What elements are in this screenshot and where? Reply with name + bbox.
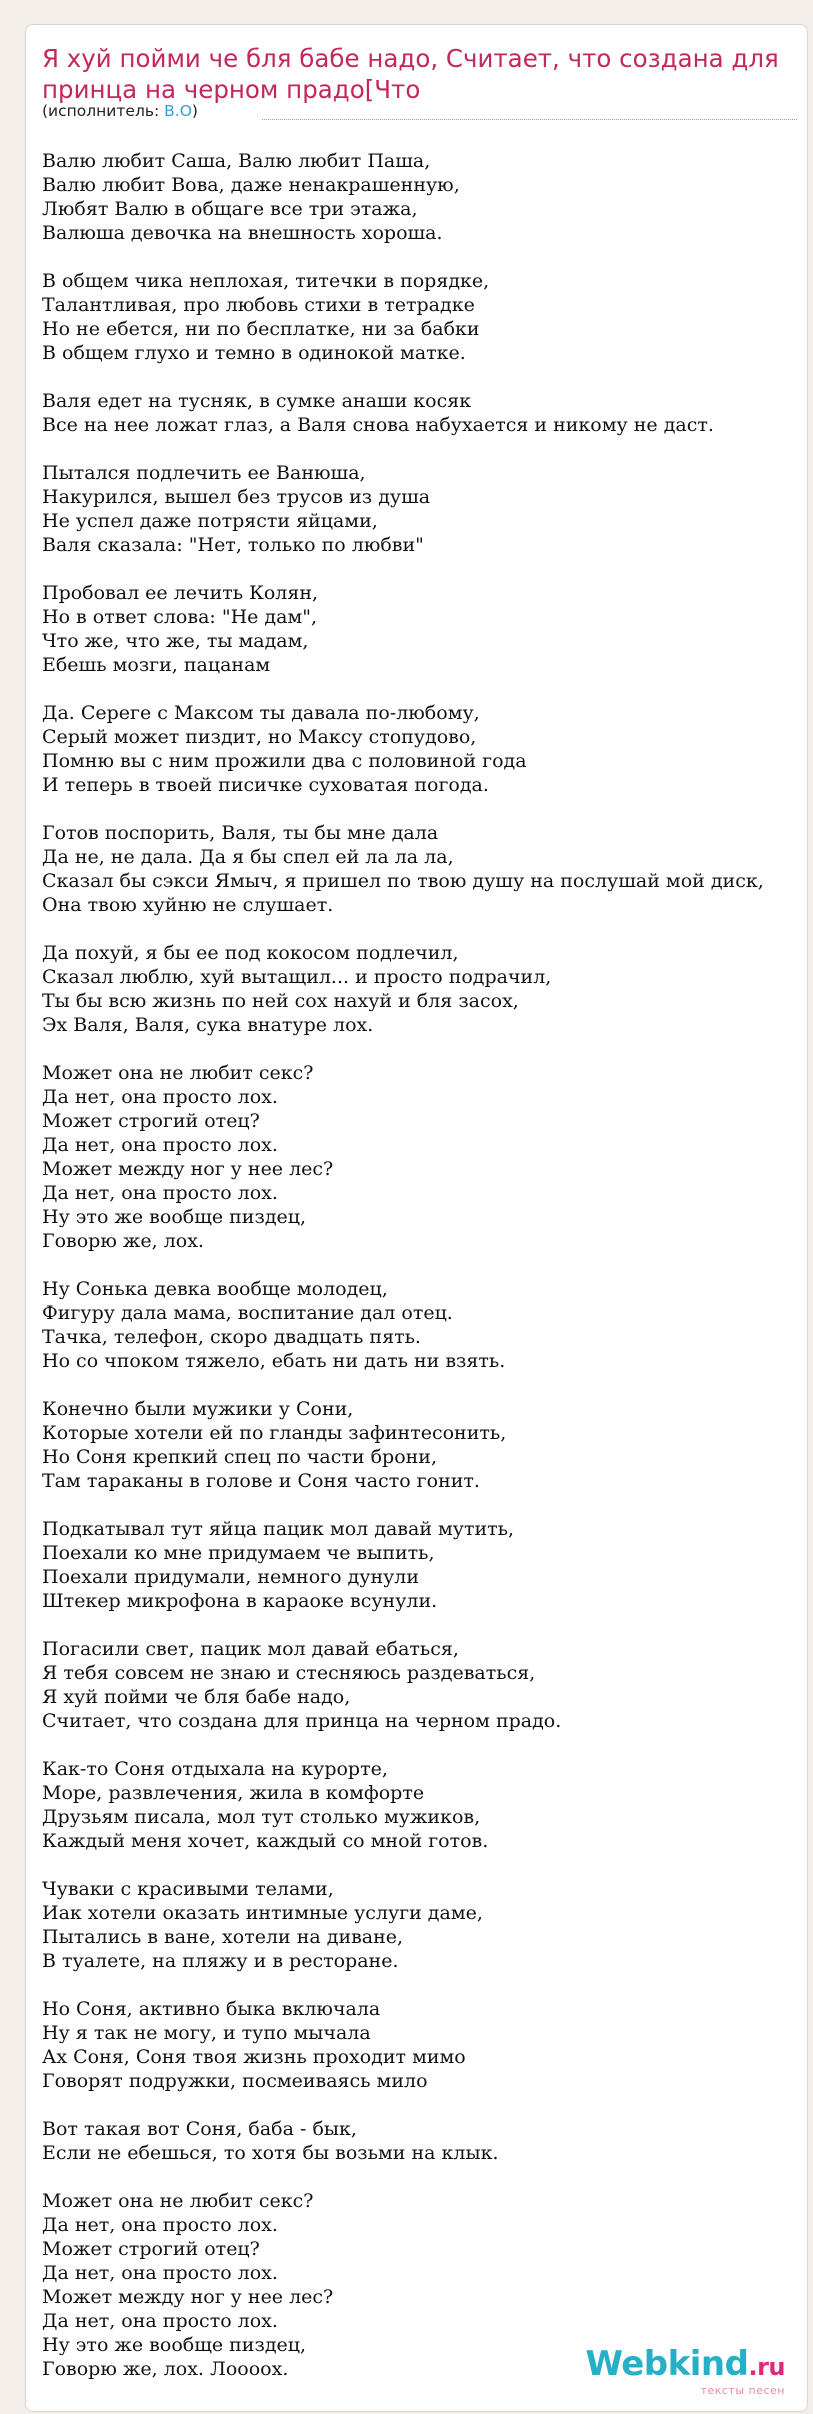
lyrics-stanza (42, 461, 808, 557)
lyrics-line: Может она не любит секс? (42, 2190, 314, 2212)
lyrics-line: Ну Сонька девка вообще молодец, (42, 1278, 388, 1300)
lyrics-line: Подкатывал тут яйца пацик мол давай мутить, (42, 1518, 515, 1540)
lyrics-line: Может она не любит секс? (42, 1062, 314, 1084)
lyrics-line: Любят Валю в общаге все три этажа, (42, 198, 418, 220)
lyrics-line: Каждый меня хочет, каждый со мной готов. (42, 1830, 489, 1852)
site-logo[interactable] (585, 2344, 785, 2397)
lyrics-line: Да похуй, я бы ее под кокосом подлечил, (42, 942, 459, 964)
lyrics-stanza (42, 1397, 808, 1493)
lyrics-line: Тачка, телефон, скоро двадцать пять. (42, 1326, 421, 1348)
lyrics-line: Говорят подружки, посмеиваясь мило (42, 2070, 428, 2092)
lyrics-stanza (42, 1637, 808, 1733)
lyrics-line: Валя едет на тусняк, в сумке анаши косяк (42, 390, 472, 412)
artist-link[interactable]: B.O (164, 102, 192, 120)
song-title: Я хуй пойми че бля бабе надо, Считает, что создана для принца на черном прадо[Что (42, 44, 779, 104)
song-card (25, 24, 808, 2412)
logo-tld: .ru (748, 2353, 785, 2381)
lyrics-line: Конечно были мужики у Сони, (42, 1398, 354, 1420)
lyrics-line: Ах Соня, Соня твоя жизнь проходит мимо (42, 2046, 466, 2068)
lyrics-stanza (42, 1877, 808, 1973)
lyrics-line: Да нет, она просто лох. (42, 2310, 278, 2332)
lyrics-stanza (42, 1757, 808, 1853)
lyrics-line: Но не ебется, ни по бесплатке, ни за бабки (42, 318, 480, 340)
lyrics-stanza (42, 149, 808, 245)
lyrics-line: Погасили свет, пацик мол давай ебаться, (42, 1638, 459, 1660)
lyrics-line: Там тараканы в голове и Соня часто гонит. (42, 1470, 480, 1492)
logo-wordmark (585, 2344, 785, 2384)
lyrics-line: Да нет, она просто лох. (42, 1086, 278, 1108)
lyrics-stanza (42, 389, 808, 437)
lyrics-line: Все на нее ложат глаз, а Валя снова набухается и никому не даст. (42, 414, 714, 436)
lyrics-line: Друзьям писала, мол тут столько мужиков, (42, 1806, 481, 1828)
lyrics-line: В общем чика неплохая, титечки в порядке, (42, 270, 490, 292)
lyrics-line: Ну это же вообще пиздец, (42, 2334, 307, 2356)
lyrics-line: Но в ответ слова: "Не дам", (42, 606, 318, 628)
lyrics-line: Пробовал ее лечить Колян, (42, 582, 319, 604)
lyrics-line: Я тебя совсем не знаю и стесняюсь раздеваться, (42, 1662, 536, 1684)
separator (262, 119, 797, 120)
lyrics-stanza (42, 2117, 808, 2165)
lyrics-line: Говорю же, лох. (42, 1230, 204, 1252)
lyrics-line: Что же, что же, ты мадам, (42, 630, 309, 652)
lyrics-line: Может строгий отец? (42, 1110, 260, 1132)
lyrics-line: Вот такая вот Соня, баба - бык, (42, 2118, 357, 2140)
lyrics-line: Может между ног у нее лес? (42, 2286, 334, 2308)
lyrics-line: Штекер микрофона в караоке всунули. (42, 1590, 438, 1612)
lyrics-stanza (42, 701, 808, 797)
lyrics-line: Валюша девочка на внешность хороша. (42, 222, 443, 244)
logo-tagline: тексты песен (700, 2384, 785, 2397)
lyrics-line: И теперь в твоей писичке суховатая погода. (42, 774, 489, 796)
lyrics-line: Ну я так не могу, и тупо мычала (42, 2022, 371, 2044)
artist-suffix: ) (191, 102, 198, 120)
lyrics-stanza (42, 1997, 808, 2093)
lyrics-line: Считает, что создана для принца на черном прадо. (42, 1710, 562, 1732)
lyrics-line: Говорю же, лох. Лооооx. (42, 2358, 289, 2380)
lyrics-stanza (42, 1277, 808, 1373)
lyrics-stanza (42, 1061, 808, 1253)
lyrics-line: Может строгий отец? (42, 2238, 260, 2260)
lyrics-line: Может между ног у нее лес? (42, 1158, 334, 1180)
artist-line (42, 101, 198, 121)
lyrics-line: Но Соня, активно быка включала (42, 1998, 381, 2020)
lyrics-line: В общем глухо и темно в одинокой матке. (42, 342, 466, 364)
lyrics-line: Да. Сереге с Максом ты давала по-любому, (42, 702, 480, 724)
lyrics-line: Сказал бы сэкси Ямыч, я пришел по твою душу на послушай мой диск, (42, 870, 764, 892)
lyrics-line: Сказал люблю, хуй вытащил... и просто подрачил, (42, 966, 552, 988)
lyrics-line: Пытались в ване, хотели на диване, (42, 1926, 404, 1948)
lyrics-line: Готов поспорить, Валя, ты бы мне дала (42, 822, 439, 844)
logo-name: Webkind (585, 2344, 749, 2384)
lyrics-line: Я хуй пойми че бля бабе надо, (42, 1686, 351, 1708)
lyrics-line: Не успел даже потрясти яйцами, (42, 510, 378, 532)
lyrics-line: Но со чпоком тяжело, ебать ни дать ни взять. (42, 1350, 506, 1372)
lyrics-line: Чуваки с красивыми телами, (42, 1878, 334, 1900)
lyrics-line: Серый может пиздит, но Максу стопудово, (42, 726, 477, 748)
lyrics-line: Талантливая, про любовь стихи в тетрадке (42, 294, 475, 316)
lyrics-line: Поехали ко мне придумаем че выпить, (42, 1542, 435, 1564)
lyrics-line: Ну это же вообще пиздец, (42, 1206, 307, 1228)
lyrics-line: Но Соня крепкий спец по части брони, (42, 1446, 438, 1468)
lyrics-line: Да нет, она просто лох. (42, 2214, 278, 2236)
lyrics-line: Накурился, вышел без трусов из душа (42, 486, 431, 508)
lyrics-line: Да нет, она просто лох. (42, 1182, 278, 1204)
lyrics-line: Да нет, она просто лох. (42, 2262, 278, 2284)
lyrics-line: Если не ебешься, то хотя бы возьми на клык. (42, 2142, 499, 2164)
lyrics-stanza (42, 269, 808, 365)
lyrics-stanza (42, 1517, 808, 1613)
lyrics-line: Валю любит Саша, Валю любит Паша, (42, 150, 431, 172)
artist-prefix: (исполнитель: (42, 102, 165, 120)
lyrics-stanza (42, 821, 808, 917)
lyrics-line: В туалете, на пляжу и в ресторане. (42, 1950, 399, 1972)
lyrics-line: Да не, не дала. Да я бы спел ей ла ла ла, (42, 846, 454, 868)
lyrics-line: Валя сказала: "Нет, только по любви" (42, 534, 424, 556)
lyrics-stanza (42, 581, 808, 677)
lyrics-line: Которые хотели ей по гланды зафинтесонить, (42, 1422, 507, 1444)
lyrics-line: Ты бы всю жизнь по ней сох нахуй и бля засох, (42, 990, 519, 1012)
lyrics-line: Иак хотели оказать интимные услуги даме, (42, 1902, 483, 1924)
lyrics-line: Она твою хуйню не слушает. (42, 894, 334, 916)
lyrics-line: Поехали придумали, немного дунули (42, 1566, 420, 1588)
lyrics-stanza (42, 941, 808, 1037)
lyrics-line: Помню вы с ним прожили два с половиной года (42, 750, 527, 772)
lyrics-line: Да нет, она просто лох. (42, 1134, 278, 1156)
lyrics-body (42, 149, 808, 2405)
lyrics-line: Ебешь мозги, пацанам (42, 654, 271, 676)
lyrics-line: Валю любит Вова, даже ненакрашенную, (42, 174, 460, 196)
lyrics-line: Как-то Соня отдыхала на курорте, (42, 1758, 388, 1780)
lyrics-line: Эх Валя, Валя, сука внатуре лох. (42, 1014, 374, 1036)
lyrics-line: Пытался подлечить ее Ванюша, (42, 462, 366, 484)
lyrics-line: Фигуру дала мама, воспитание дал отец. (42, 1302, 453, 1324)
lyrics-line: Море, развлечения, жила в комфорте (42, 1782, 425, 1804)
